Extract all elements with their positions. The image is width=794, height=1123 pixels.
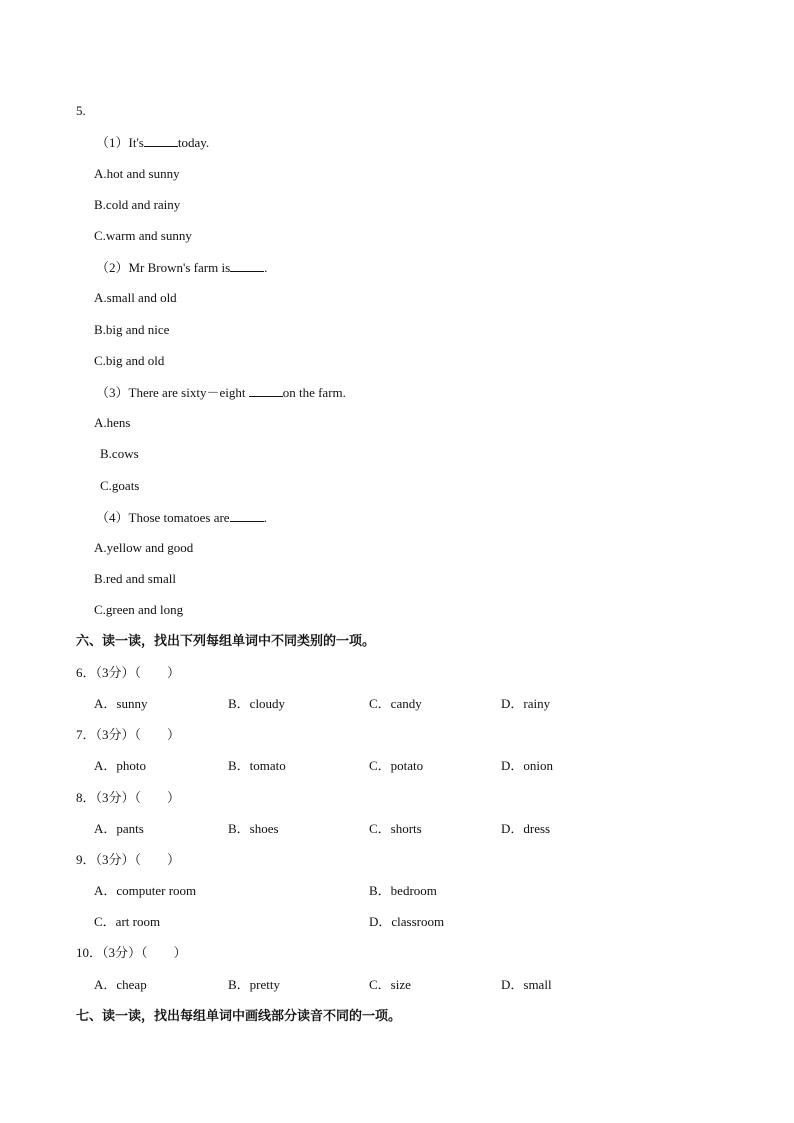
section-heading: 六、读一读，找出下列每组单词中不同类别的一项。 [76, 633, 376, 648]
sub-question-4 [96, 509, 267, 526]
sub-question-3 [96, 384, 346, 401]
option: A．cheap [94, 977, 147, 992]
question-stem: 10．（3分）（ ） [76, 945, 187, 960]
sub-question-1 [96, 134, 209, 151]
option: C．art room [94, 914, 161, 929]
stem-text: . [263, 510, 267, 525]
question-number: 5. [76, 103, 86, 118]
stem-text: （2）Mr Brown's farm is [96, 260, 231, 275]
question-stem: 8．（3分）（ ） [76, 790, 181, 805]
option: A.hot and sunny [94, 166, 180, 181]
stem-text: today. [177, 135, 210, 150]
answer-blank [144, 134, 178, 147]
option: A．sunny [94, 696, 148, 711]
option: D．small [501, 977, 552, 992]
option: B.cows [100, 446, 139, 461]
stem-text: on the farm. [282, 385, 346, 400]
option: B．bedroom [369, 883, 437, 898]
option: A．photo [94, 758, 147, 773]
stem-text: （3）There are sixty－eight [96, 385, 249, 400]
option: B.red and small [94, 571, 176, 586]
option: A．pants [94, 821, 144, 836]
stem-text: . [264, 260, 268, 275]
option: D．dress [501, 821, 551, 836]
option: B.cold and rainy [94, 197, 181, 212]
option: C．candy [369, 696, 422, 711]
sub-question-2 [96, 259, 267, 276]
option: D．onion [501, 758, 554, 773]
question-stem: 7．（3分）（ ） [76, 727, 181, 742]
answer-blank [230, 509, 264, 522]
question-stem: 6．（3分）（ ） [76, 665, 181, 680]
option: A．computer room [94, 883, 197, 898]
answer-blank [230, 259, 264, 272]
option: B．pretty [228, 977, 280, 992]
option: C.green and long [94, 602, 184, 617]
option: B．tomato [228, 758, 286, 773]
option: C．size [369, 977, 411, 992]
answer-blank [249, 384, 283, 397]
option: A.small and old [94, 290, 177, 305]
section-heading: 七、读一读，找出每组单词中画线部分读音不同的一项。 [76, 1008, 402, 1023]
option: C.warm and sunny [94, 228, 192, 243]
option: C.big and old [94, 353, 165, 368]
option: D．classroom [369, 914, 445, 929]
stem-text: （4）Those tomatoes are [96, 510, 230, 525]
option: A.yellow and good [94, 540, 194, 555]
question-stem: 9．（3分）（ ） [76, 852, 181, 867]
stem-text: （1）It's [96, 135, 144, 150]
option: C.goats [100, 478, 140, 493]
option: C．shorts [369, 821, 422, 836]
option: B．cloudy [228, 696, 286, 711]
option: A.hens [94, 415, 131, 430]
option: B.big and nice [94, 322, 170, 337]
option: B．shoes [228, 821, 279, 836]
option: D．rainy [501, 696, 551, 711]
option: C．potato [369, 758, 424, 773]
